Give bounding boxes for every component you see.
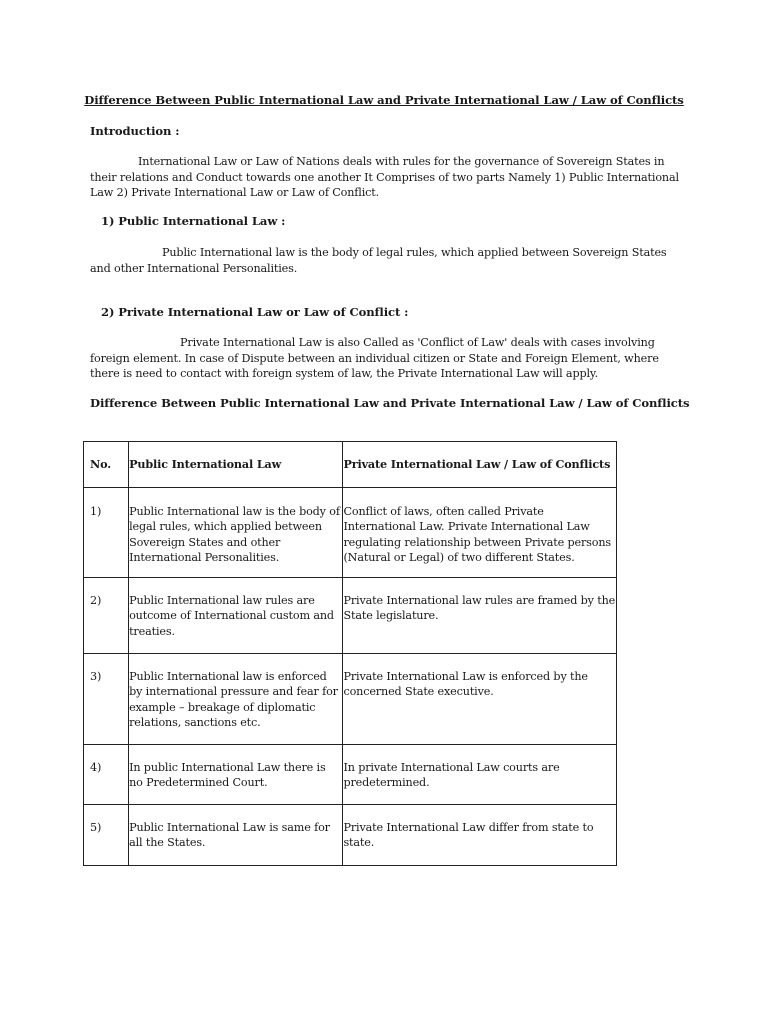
- private-law-cell: Private International Law is enforced by the concerned State executive.: [343, 654, 617, 745]
- table-row: [84, 488, 617, 578]
- row-number: 5): [84, 805, 129, 866]
- table-row: [84, 805, 617, 866]
- comparison-table: [83, 441, 617, 866]
- private-law-cell: Conflict of laws, often called Private International Law. Private International Law regulating relationship between Private persons (Natural or Legal) of two different States.: [343, 488, 617, 578]
- row-number: 1): [84, 488, 129, 578]
- header-private-law: Private International Law / Law of Conflicts: [343, 442, 617, 488]
- introduction-paragraph: International Law or Law of Nations deals with rules for the governance of Sovereign States in their relations and Conduct towards one another It Comprises of two parts Namely 1) Public International Law 2) Private International Law or Law of Conflict.: [90, 155, 679, 199]
- public-law-cell: Public International law is enforced by international pressure and fear for example – breakage of diplomatic relations, sanctions etc.: [129, 654, 343, 745]
- private-law-paragraph: Private International Law is also Called as 'Conflict of Law' deals with cases involving foreign element. In case of Dispute between an individual citizen or State and Foreign Element, where there is need to contact with foreign system of law, the Private International Law will apply.: [90, 336, 659, 380]
- row-number: 2): [84, 578, 129, 654]
- row-number: 3): [84, 654, 129, 745]
- table-row: [84, 745, 617, 805]
- private-law-heading: 2) Private International Law or Law of Conflict :: [101, 305, 409, 319]
- table-header-row: [84, 442, 617, 488]
- public-law-cell: Public International Law is same for all the States.: [129, 805, 343, 866]
- public-law-paragraph: Public International law is the body of legal rules, which applied between Sovereign States and other International Personalities.: [90, 246, 667, 275]
- public-law-cell: Public International law rules are outcome of International custom and treaties.: [129, 578, 343, 654]
- public-law-heading: 1) Public International Law :: [101, 214, 286, 228]
- private-law-cell: In private International Law courts are predetermined.: [343, 745, 617, 805]
- header-public-law: Public International Law: [129, 442, 343, 488]
- difference-heading: Difference Between Public International Law and Private International Law / Law of Conflicts: [90, 396, 690, 410]
- document-title: Difference Between Public International Law and Private International Law / Law of Conflicts: [84, 93, 684, 107]
- table-row: [84, 578, 617, 654]
- private-law-cell: Private International Law differ from state to state.: [343, 805, 617, 866]
- row-number: 4): [84, 745, 129, 805]
- table-row: [84, 654, 617, 745]
- introduction-heading: Introduction :: [90, 124, 180, 138]
- private-law-cell: Private International law rules are framed by the State legislature.: [343, 578, 617, 654]
- public-law-cell: In public International Law there is no Predetermined Court.: [129, 745, 343, 805]
- header-no: No.: [84, 442, 129, 488]
- public-law-cell: Public International law is the body of legal rules, which applied between Sovereign States and other International Personalities.: [129, 488, 343, 578]
